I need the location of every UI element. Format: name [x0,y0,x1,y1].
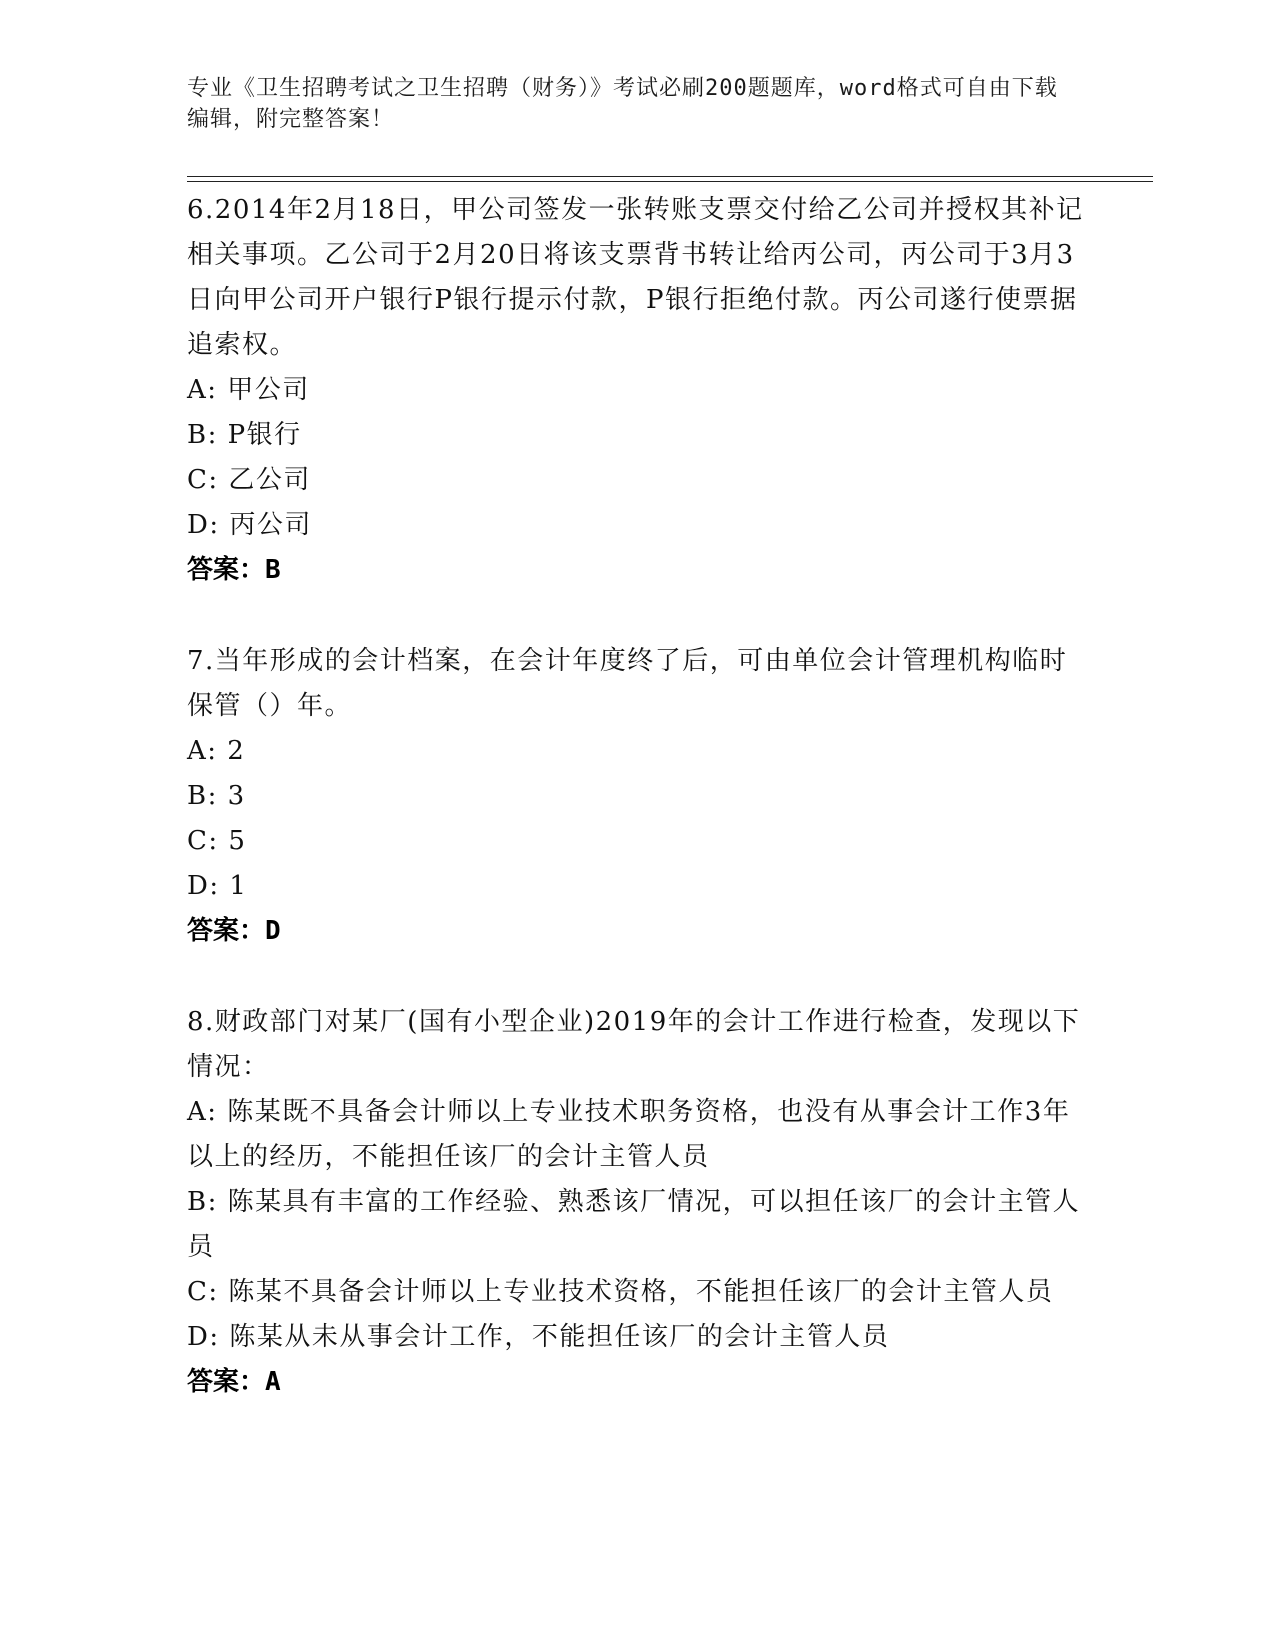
header-divider-bottom [187,181,1153,182]
option-a: A: 陈某既不具备会计师以上专业技术职务资格，也没有从事会计工作3年以上的经历，不能担任该厂的会计主管人员 [187,1097,1071,1172]
option-c: C: 陈某不具备会计师以上专业技术资格，不能担任该厂的会计主管人员 [187,1277,1054,1307]
answer-line: 答案：D [187,916,281,946]
option-b: B: 3 [187,781,246,811]
question-list [187,188,1087,1405]
question-stem: 8.财政部门对某厂(国有小型企业)2019年的会计工作进行检查，发现以下情况： [187,1007,1081,1082]
option-a: A: 甲公司 [187,375,310,405]
option-d: D: 1 [187,871,248,901]
answer-line: 答案：A [187,1367,281,1397]
option-d: D: 丙公司 [187,510,312,540]
question-6 [187,188,1087,593]
option-b: B: P银行 [187,420,302,450]
question-stem: 7.当年形成的会计档案，在会计年度终了后，可由单位会计管理机构临时保管（）年。 [187,646,1068,721]
option-a: A: 2 [187,736,246,766]
answer-line: 答案：B [187,555,281,585]
option-c: C: 乙公司 [187,465,311,495]
option-c: C: 5 [187,826,247,856]
option-d: D: 陈某从未从事会计工作，不能担任该厂的会计主管人员 [187,1322,890,1352]
question-8 [187,1000,1087,1405]
option-b: B: 陈某具有丰富的工作经验、熟悉该厂情况，可以担任该厂的会计主管人员 [187,1187,1081,1262]
question-stem: 6.2014年2月18日，甲公司签发一张转账支票交付给乙公司并授权其补记相关事项。乙公司于2月20日将该支票背书转让给丙公司，丙公司于3月3日向甲公司开户银行P银行提示付款，P银行拒绝付款。丙公司遂行使票据追索权。 [187,195,1084,360]
header-divider-top [187,176,1153,177]
document-header: 专业《卫生招聘考试之卫生招聘（财务）》考试必刷200题题库，word格式可自由下载编辑，附完整答案！ [187,76,1058,132]
question-7 [187,639,1087,954]
